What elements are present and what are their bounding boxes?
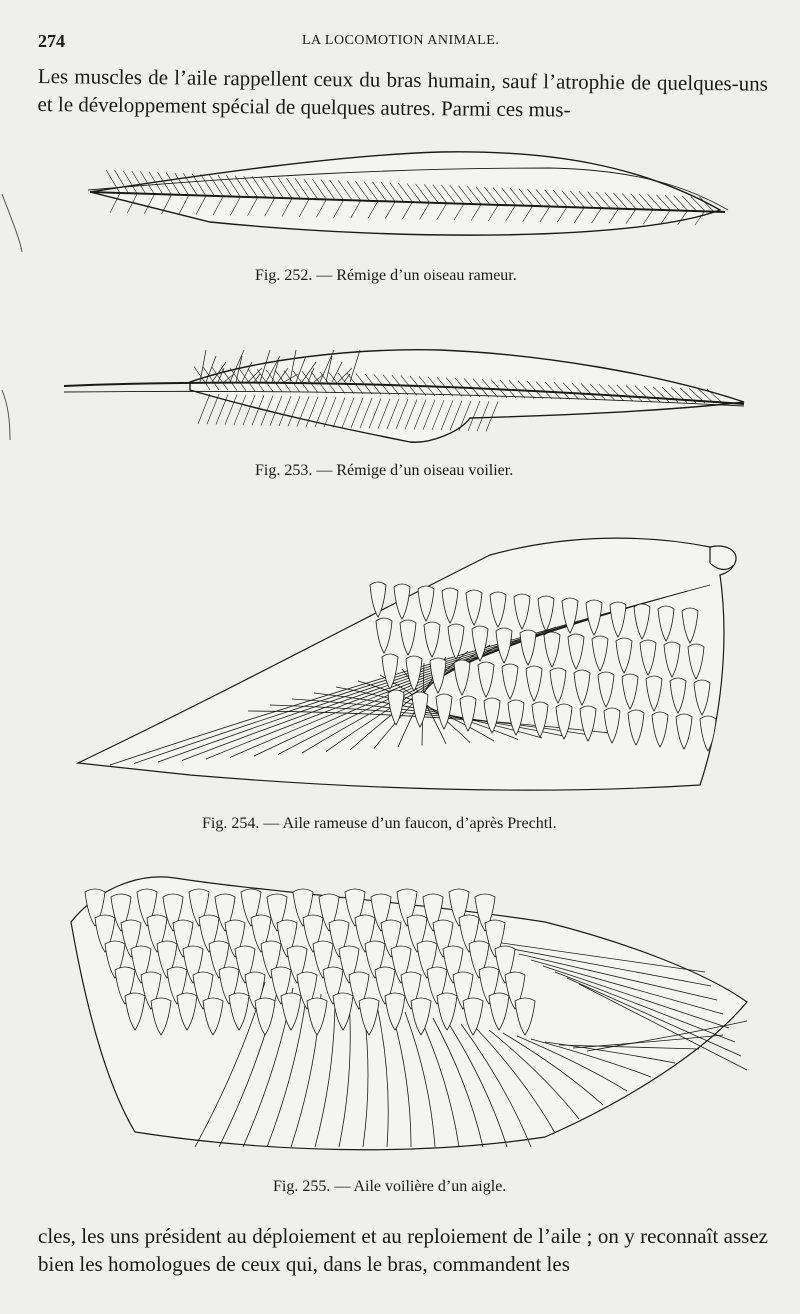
wing-illustration-254 — [70, 525, 760, 810]
feather-illustration-252 — [80, 140, 740, 250]
page-number: 274 — [38, 31, 65, 51]
running-title: LA LOCOMOTION ANIMALE. — [302, 33, 500, 48]
caption-255: Fig. 255. — Aile voilière d’un aigle. — [273, 1178, 507, 1195]
feather-barb — [198, 394, 210, 424]
scan-edge-mark — [0, 190, 30, 450]
caption-254: Fig. 254. — Aile rameuse d’un faucon, d’après Prechtl. — [202, 815, 557, 832]
wing-illustration-255 — [65, 862, 755, 1167]
caption-253: Fig. 253. — Rémige d’un oiseau voilier. — [255, 462, 514, 479]
caption-252: Fig. 252. — Rémige d’un oiseau rameur. — [255, 267, 517, 284]
body-paragraph-bottom: cles, les uns président au déploiement et au reploiement de l’aile ; on y reconnaît assez bien les homologues de ceux qui, dans le bras, commandent les — [38, 1224, 768, 1276]
body-paragraph-top: Les muscles de l’aile rappellent ceux du bras humain, sauf l’atrophie de quelques-uns et le développement spécial de quelques autres. Parmi ces mus- — [37, 63, 768, 122]
feather-illustration-253 — [60, 330, 750, 450]
feather-barb — [207, 394, 219, 424]
